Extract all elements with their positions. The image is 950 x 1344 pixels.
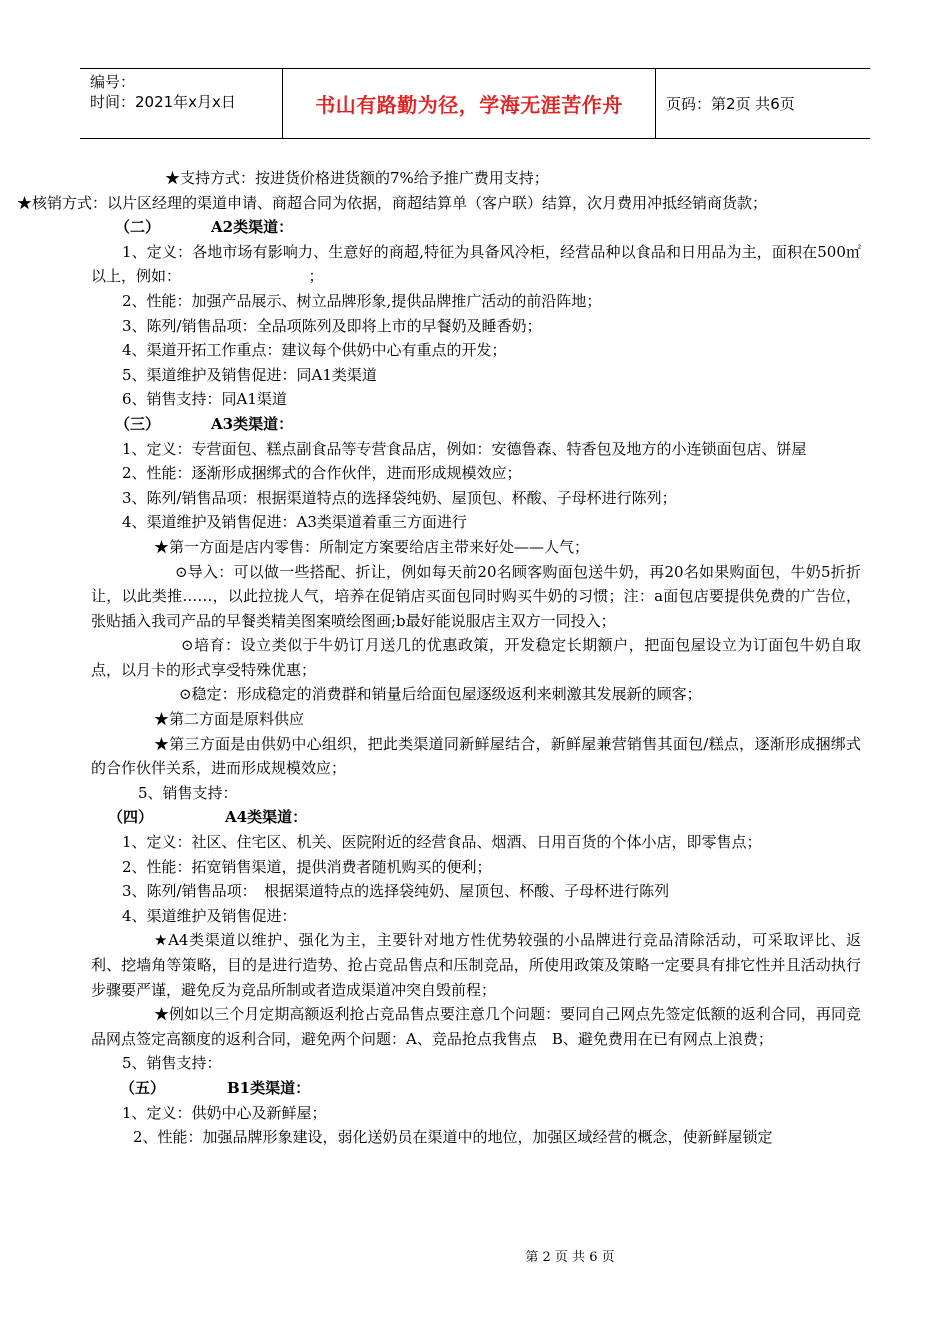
section-heading <box>91 805 861 830</box>
section-number: （三） <box>115 414 161 433</box>
paragraph: 2、性能：拓宽销售渠道，提供消费者随机购买的便利； <box>122 857 492 876</box>
header-meta-cell <box>80 69 283 138</box>
date-label: 时间：2021年x月x日 <box>90 93 236 111</box>
paragraph: 2、性能：加强产品展示、树立品牌形象,提供品牌推广活动的前沿阵地； <box>122 291 602 310</box>
paragraph: 4、渠道维护及销售促进： <box>122 906 297 925</box>
section-number: （四） <box>108 808 154 827</box>
section-title: A3类渠道： <box>211 414 294 433</box>
paragraph: 5、销售支持： <box>122 1054 222 1073</box>
paragraph: 5、渠道维护及销售促进：同A1类渠道 <box>122 365 377 384</box>
paragraph: 1、定义：专营面包、糕点副食品等专营食品店，例如：安德鲁森、特香包及地方的小连锁面包店、饼屋 <box>122 439 807 458</box>
header-page-cell <box>656 69 870 138</box>
paragraph: ⊙导入：可以做一些搭配、折让，例如每天前20名顾客购面包送牛奶，再20名如果购面包，牛奶5折折让，以此类推……，以此拉拢人气，培养在促销店买面包同时购买牛奶的习惯；注：a面包店要提供免费的广告位，张贴插入我司产品的早餐类精美图案喷绘图画;b最好能说服店主双方一同投入； <box>91 562 861 630</box>
paragraph: ★第二方面是原料供应 <box>154 710 305 729</box>
page-footer: 第 2 页 共 6 页 <box>525 1250 615 1265</box>
document-body <box>17 166 861 1150</box>
paragraph: 2、性能：逐渐形成捆绑式的合作伙伴，进而形成规模效应； <box>122 464 522 483</box>
motto-text: 书山有路勤为径，学海无涯苦作舟 <box>315 93 623 117</box>
paragraph: 2、性能：加强品牌形象建设，弱化送奶员在渠道中的地位，加强区域经营的概念，使新鲜屋锁定 <box>133 1128 773 1147</box>
paragraph: ★第三方面是由供奶中心组织，把此类渠道同新鲜屋结合，新鲜屋兼营销售其面包/糕点，逐渐形成捆绑式的合作伙伴关系，进而形成规模效应； <box>91 734 861 778</box>
paragraph: 1、定义：供奶中心及新鲜屋； <box>122 1103 327 1122</box>
paragraph: 3、陈列/销售品项：根据渠道特点的选择袋纯奶、屋顶包、杯酸、子母杯进行陈列； <box>122 488 677 507</box>
paragraph: ★第一方面是店内零售：所制定方案要给店主带来好处——人气； <box>154 537 590 556</box>
section-title: A4类渠道： <box>225 808 308 827</box>
section-heading <box>91 1076 861 1101</box>
section-title: B1类渠道： <box>227 1078 311 1097</box>
section-heading <box>91 215 861 240</box>
paragraph: 1、定义：社区、住宅区、机关、医院附近的经营食品、烟酒、日用百货的个体小店，即零售点； <box>122 833 762 852</box>
serial-label: 编号： <box>90 73 136 91</box>
paragraph: ★支持方式：按进货价格进货额的7%给予推广费用支持； <box>165 169 549 187</box>
paragraph: 5、销售支持： <box>138 783 238 802</box>
section-title: A2类渠道： <box>211 218 294 237</box>
section-number: （二） <box>115 218 161 237</box>
paragraph: 3、陈列/销售品项：全品项陈列及即将上市的早餐奶及睡香奶； <box>122 316 542 335</box>
section-number: （五） <box>120 1078 166 1097</box>
paragraph: 3、陈列/销售品项： 根据渠道特点的选择袋纯奶、屋顶包、杯酸、子母杯进行陈列 <box>122 882 670 901</box>
paragraph: ★A4类渠道以维护、强化为主，主要针对地方性优势较强的小品牌进行竞品清除活动，可采取评比、返利、挖墙角等策略，目的是进行造势、抢占竞品售点和压制竞品，所使用政策及策略一定要具有排它性并且活动执行步骤要严谨，避免反为竞品所制或者造成渠道冲突自毁前程； <box>91 931 861 999</box>
paragraph: 6、销售支持：同A1渠道 <box>122 390 287 409</box>
header-motto-cell <box>283 69 656 138</box>
page-info: 页码：第2页 共6页 <box>666 95 795 113</box>
paragraph: 1、定义：各地市场有影响力、生意好的商超,特征为具备风冷柜，经营品种以食品和日用品为主，面积在500㎡以上，例如： ； <box>91 242 861 286</box>
paragraph: 4、渠道维护及销售促进：A3类渠道着重三方面进行 <box>122 513 467 532</box>
paragraph: ⊙稳定：形成稳定的消费群和销量后给面包屋逐级返利来刺激其发展新的顾客； <box>179 685 702 704</box>
paragraph: ⊙培育：设立类似于牛奶订月送几的优惠政策，开发稳定长期额户，把面包屋设立为订面包牛奶自取点，以月卡的形式享受特殊优惠； <box>91 636 861 679</box>
page-header <box>80 68 870 139</box>
paragraph: ★例如以三个月定期高额返利抢占竞品售点要注意几个问题：要同自己网点先签定低额的返利合同，再同竞品网点签定高额度的返利合同，避免两个问题：A、竞品抢点我售点 B、避免费用在已有网点上浪费； <box>91 1005 861 1048</box>
section-heading <box>91 412 861 437</box>
paragraph: ★核销方式：以片区经理的渠道申请、商超合同为依据，商超结算单（客户联）结算，次月费用冲抵经销商货款； <box>17 193 768 212</box>
paragraph: 4、渠道开拓工作重点：建议每个供奶中心有重点的开发； <box>122 341 507 360</box>
